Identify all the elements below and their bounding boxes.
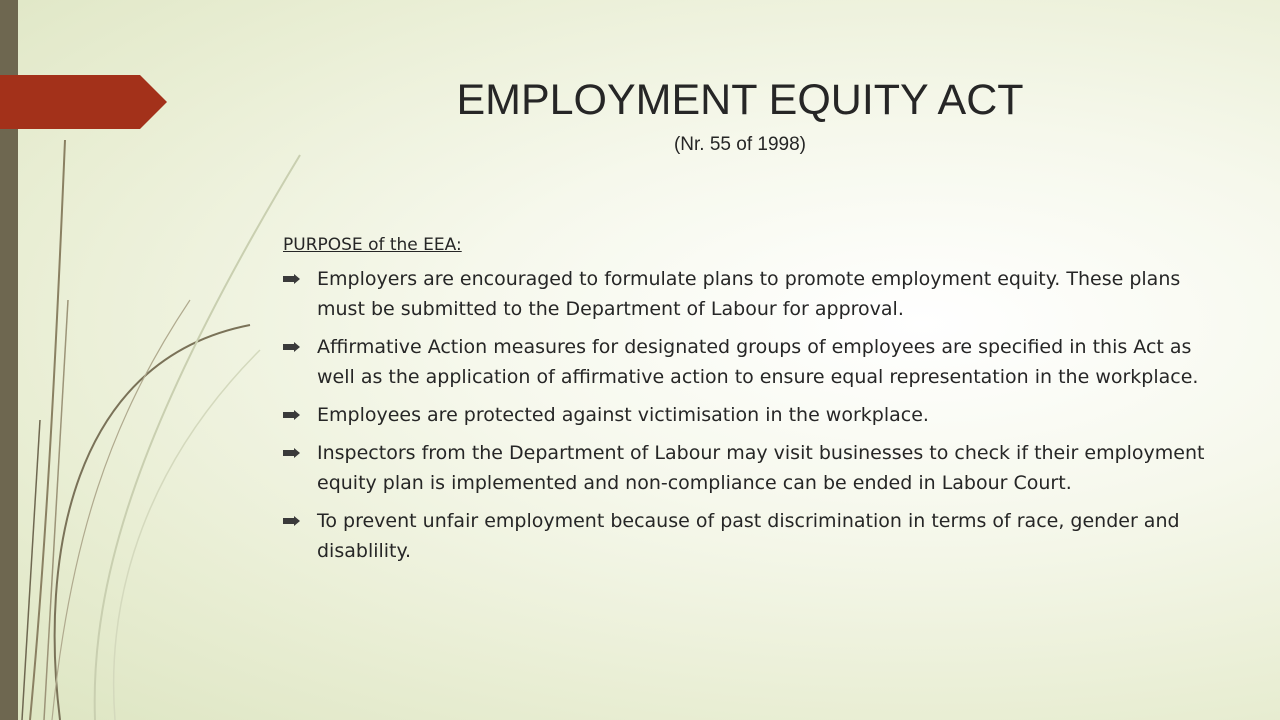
arrow-right-icon [283,448,300,458]
list-item [283,264,1213,324]
list-item [283,438,1213,498]
arrow-right-icon [283,274,300,284]
slide-subtitle: (Nr. 55 of 1998) [673,134,807,155]
list-item [283,506,1213,566]
arrow-right-icon [283,410,300,420]
arrow-right-icon [283,516,300,526]
red-arrow-banner-icon [0,75,167,129]
list-item [283,332,1213,392]
list-item [283,400,1213,430]
section-heading: PURPOSE of the EEA: [283,235,462,255]
bullet-list [283,264,1213,566]
bullet-text: Employees are protected against victimisation in the workplace. [317,404,929,426]
bullet-text: Affirmative Action measures for designated groups of employees are specified in this Act as well as the application of affirmative action to ensure equal representation in the workplace. [317,336,1199,388]
bullet-text: Employers are encouraged to formulate plans to promote employment equity. These plans must be submitted to the Department of Labour for approval. [317,268,1181,320]
arrow-right-icon [283,342,300,352]
slide-title: EMPLOYMENT EQUITY ACT [456,76,1024,124]
bullet-text: To prevent unfair employment because of past discrimination in terms of race, gender and disablility. [317,510,1180,562]
slide-body [283,232,1213,574]
bullet-text: Inspectors from the Department of Labour may visit businesses to check if their employment equity plan is implemented and non-compliance can be ended in Labour Court. [317,442,1205,494]
